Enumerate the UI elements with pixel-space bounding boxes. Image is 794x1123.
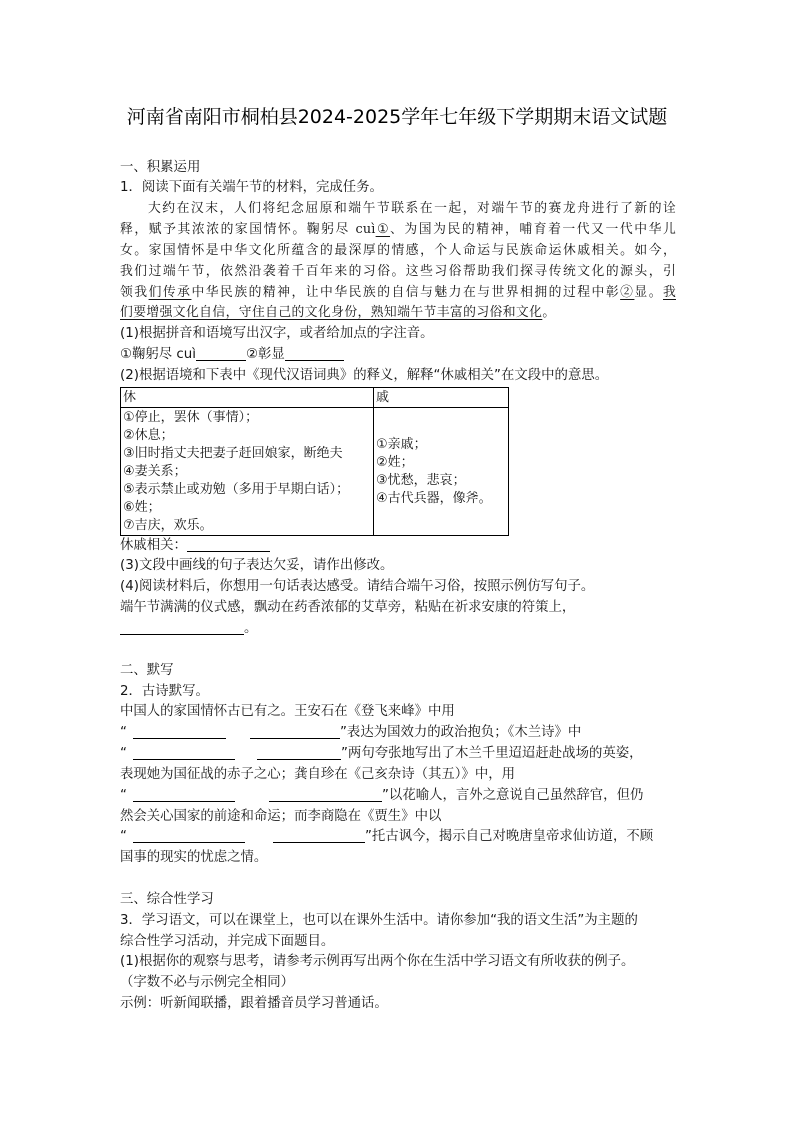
- passage-text: 。: [542, 305, 556, 321]
- question-1-2-prompt: (2)根据语境和下表中《现代汉语词典》的释义，解释“休戚相关”在文段中的意思。: [120, 367, 609, 383]
- passage-text: 中华民族的精神，让中华民族的自信与魅力在与世界相拥的过程中彰: [191, 284, 621, 300]
- item-label: ①鞠躬尽 cuì: [120, 347, 197, 363]
- open-quote: “: [120, 787, 127, 803]
- question-2-stem: 2．古诗默写。: [120, 683, 209, 699]
- question-1-4-prompt: (4)阅读材料后，你想用一句话表达感受。请结合端午习俗，按照示例仿写句子。: [120, 579, 595, 595]
- table-header-xiu: 休: [121, 388, 374, 408]
- question-2-intro: 中国人的家国情怀古已有之。王安石在《登飞来峰》中用: [120, 704, 455, 720]
- passage-line: [120, 220, 676, 241]
- xiu-senses-cell: [121, 408, 374, 536]
- passage-line: [120, 241, 676, 262]
- sense-item: ④古代兵器，像斧。: [376, 490, 492, 506]
- table-header-qi: 戚: [374, 388, 509, 408]
- passage-text: 释，赋予其浓浓的家国情怀。鞠躬尽 cuì: [120, 222, 376, 238]
- poem-text-line: 表现她为国征战的赤子之心；龚自珍在《己亥杂诗（其五）》中，用: [120, 766, 516, 782]
- question-1-4-example: 端午节满满的仪式感，飘动在药香浓郁的艾草旁，粘贴在祈求安康的符策上，: [120, 600, 576, 616]
- passage-line: [120, 199, 676, 220]
- question-1-4-answer-line: [120, 619, 676, 640]
- question-3-stem: 综合性学习活动，并完成下面题目。: [120, 933, 335, 949]
- question-3-1-prompt: (1)根据你的观察与思考，请参考示例再写出两个你在生活中学习语文有所收获的例子。: [120, 954, 635, 970]
- poem-blank-line: [120, 723, 676, 744]
- passage-text: 领我: [120, 284, 149, 300]
- table-row: [121, 408, 509, 536]
- sense-item: ⑥姓；: [123, 499, 161, 515]
- poem-blank-line: [120, 786, 676, 807]
- section-heading: 一、积累运用: [120, 159, 201, 175]
- poem-line-text: ”表达为国效力的政治抱负；《木兰诗》中: [340, 725, 582, 741]
- passage-text: 显。: [634, 284, 663, 300]
- answer-blank: [196, 347, 246, 361]
- section-1-block: [120, 158, 676, 387]
- exam-title: 河南省南阳市桐柏县2024-2025学年七年级下学期期末语文试题: [126, 106, 668, 128]
- passage-text: 、为国为民的精神，哺育着一代又一代中华儿: [390, 222, 676, 238]
- answer-blank: [187, 538, 270, 552]
- answer-blank: [250, 725, 340, 739]
- poem-line-text: ”两句夸张地写出了木兰千里迢迢赶赴战场的英姿，: [341, 746, 643, 762]
- poem-line-text: ”以花喻人，言外之意说自己虽然辞官，但仍: [382, 787, 644, 803]
- question-1-stem: 1．阅读下面有关端午节的材料，完成任务。: [120, 180, 383, 196]
- answer-blank: [285, 347, 344, 361]
- sense-item: ③忧愁，悲哀；: [376, 472, 466, 488]
- section-heading: 三、综合性学习: [120, 891, 214, 907]
- question-1-1-prompt: (1)根据拼音和语境写出汉字，或者给加点的字注音。: [120, 326, 434, 342]
- sense-item: ②休息；: [123, 427, 174, 443]
- answer-blank: [273, 829, 365, 843]
- sense-item: ①停止，罢休（事情）；: [123, 409, 259, 425]
- answer-blank: [133, 788, 235, 802]
- sense-item: ⑤表示禁止或劝勉（多用于早期白话）；: [123, 481, 350, 497]
- underlined-sentence: 我: [663, 284, 676, 300]
- dictionary-table: [120, 387, 509, 536]
- passage-line: [120, 303, 676, 324]
- sense-item: ②姓；: [376, 454, 414, 470]
- question-3-stem: 3．学习语文，可以在课堂上，也可以在课外生活中。请你参加“我的语文生活”为主题的: [120, 912, 638, 928]
- poem-text-line: 国事的现实的忧虑之情。: [120, 850, 268, 866]
- sense-item: ④妻关系；: [123, 463, 187, 479]
- passage-text: 大约在汉末，人们将纪念屈原和端午节联系在一起，对端午节的赛龙舟进行了新的诠: [148, 201, 676, 217]
- sense-item: ③旧时指丈夫把妻子赶回娘家，断绝夫: [123, 445, 343, 461]
- underlined-sentence: 们要增强文化自信，守住自己的文化身份，熟知端午节丰富的习俗和文化: [120, 305, 543, 321]
- spacer: [120, 640, 676, 661]
- poem-line-text: ”托古讽今，揭示自己对晚唐皇帝求仙访道，不顾: [365, 829, 654, 845]
- sentence-end: 。: [244, 620, 258, 636]
- passage-text: 女。家国情怀是中华文化所蕴含的最深厚的情感，个人命运与民族命运休戚相关。如今，: [120, 242, 676, 258]
- question-1-1-items: [120, 345, 676, 366]
- question-3-1-note: （字数不必与示例完全相同）: [120, 975, 295, 991]
- answer-label: 休戚相关：: [120, 537, 187, 553]
- lower-block: [120, 536, 676, 1015]
- sense-item: ①亲戚；: [376, 436, 427, 452]
- passage-text: 我们过端午节，依然沿袭着千百年来的习俗。这些习俗帮助我们探寻传统文化的源头，引: [120, 263, 676, 279]
- answer-blank: [133, 829, 245, 843]
- blank-marker-2: ②: [620, 284, 635, 300]
- blank-marker-1: ①: [375, 222, 391, 238]
- sense-item: ⑦吉庆，欢乐。: [123, 517, 213, 533]
- open-quote: “: [120, 829, 127, 845]
- item-label: ②彰显: [246, 347, 285, 363]
- answer-blank: [133, 725, 226, 739]
- poem-blank-line: [120, 827, 676, 848]
- question-1-2-answer-line: [120, 536, 676, 557]
- poem-text-line: 然会关心国家的前途和命运；而李商隐在《贾生》中以: [120, 808, 442, 824]
- passage-line: [120, 262, 676, 283]
- question-1-3-prompt: (3)文段中画线的句子表达欠妥，请作出修改。: [120, 558, 394, 574]
- answer-blank: [257, 746, 341, 760]
- emphasized-word: 们传承: [148, 284, 192, 300]
- answer-blank: [120, 621, 244, 635]
- answer-blank: [269, 788, 382, 802]
- open-quote: “: [120, 746, 127, 762]
- spacer: [120, 869, 676, 890]
- poem-blank-line: [120, 744, 676, 765]
- qi-senses-cell: [374, 408, 509, 536]
- open-quote: “: [120, 725, 127, 741]
- section-heading: 二、默写: [120, 662, 174, 678]
- answer-blank: [133, 746, 235, 760]
- table-header-row: [121, 388, 509, 408]
- question-3-1-example: 示例：听新闻联播，跟着播音员学习普通话。: [120, 996, 388, 1012]
- passage-line: [120, 283, 676, 304]
